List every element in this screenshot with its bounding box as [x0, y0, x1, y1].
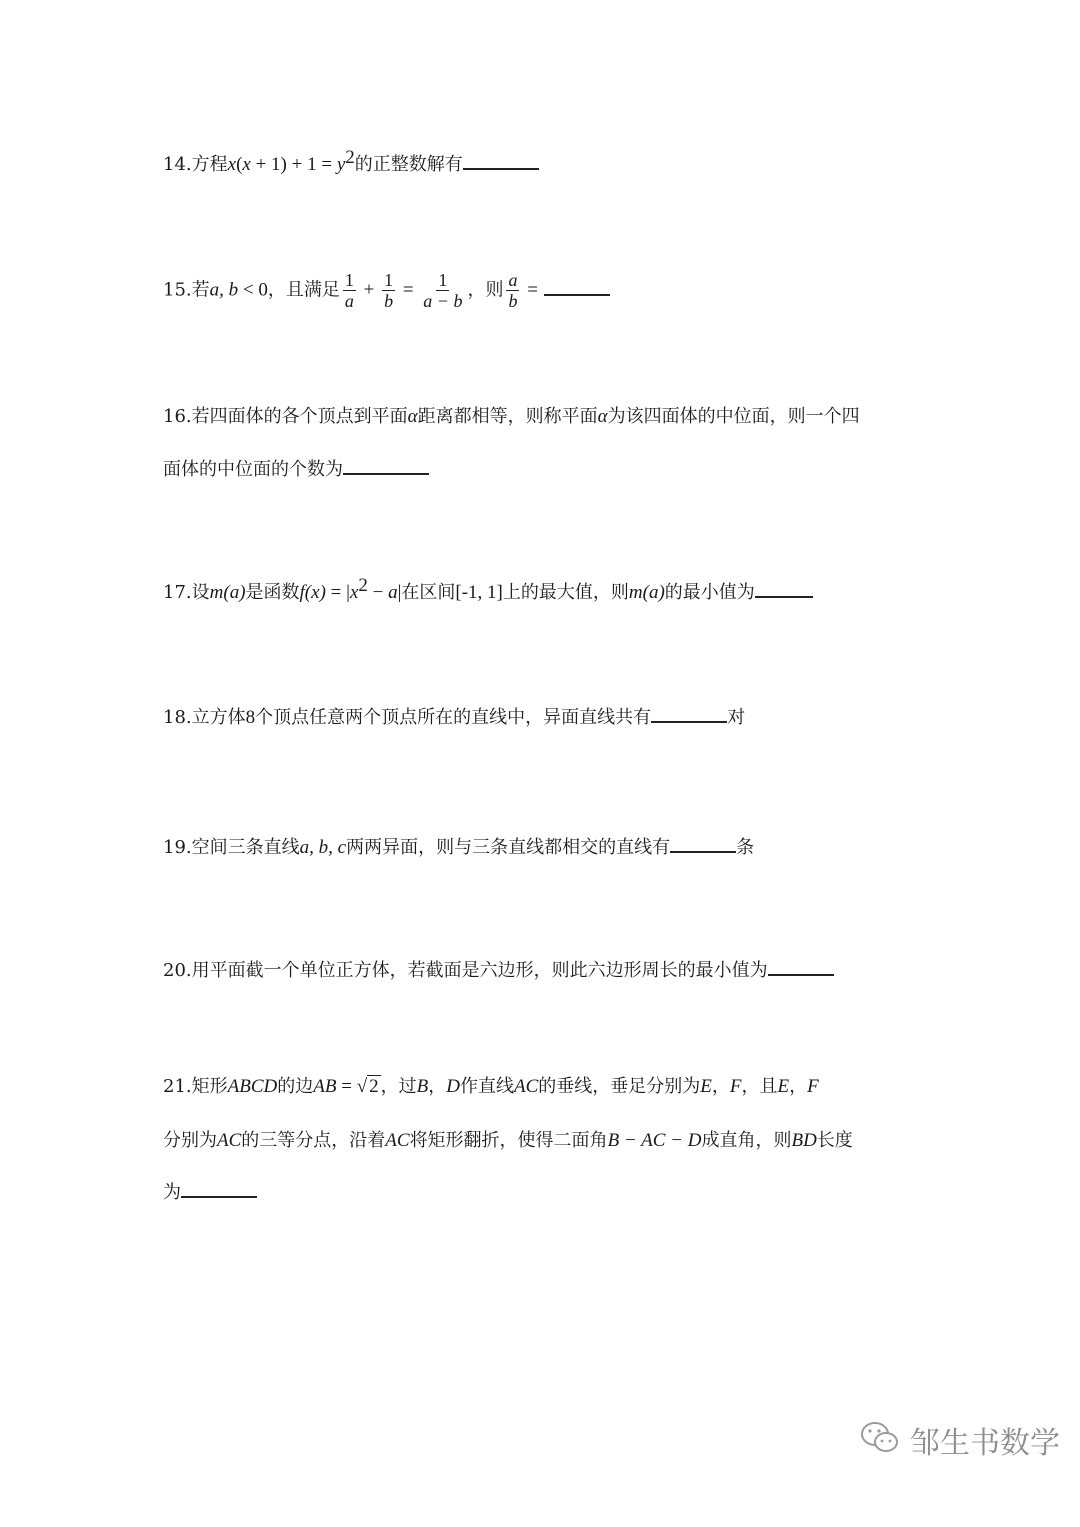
- watermark: [860, 1418, 1060, 1462]
- watermark-text: 邹生书数学: [910, 1426, 1060, 1461]
- question-21-line-2: 分别为AC的三等分点，沿着AC将矩形翻折，使得二面角B − AC − D成直角，则BD长度: [163, 1130, 853, 1151]
- question-18: 18.立方体8个顶点任意两个顶点所在的直线中，异面直线共有 对: [163, 703, 745, 731]
- question-16-line-2: 面体的中位面的个数为: [163, 455, 429, 483]
- answer-blank[interactable]: [181, 1178, 257, 1198]
- question-21-line-3: 为: [163, 1178, 257, 1206]
- answer-blank[interactable]: [651, 703, 727, 723]
- answer-blank[interactable]: [544, 276, 610, 296]
- fraction-1-over-b: $\frac{1}{b}$: [384, 270, 394, 311]
- answer-blank[interactable]: [463, 150, 539, 170]
- question-17: 17.设m(a)是函数$f(x) = |x^2 - a|$在区间[-1, 1]上的最大值，则m(a)的最小值为: [163, 573, 813, 606]
- question-15: 15.若a, b < 0，且满足 $\frac{1}{a}$ + $\frac{1}{b}$ = $\frac{1}{a - b}$ ，则 $\frac{a}{b}$ =: [163, 270, 610, 311]
- question-20: 20.用平面截一个单位正方体，若截面是六边形，则此六边形周长的最小值为: [163, 956, 834, 984]
- answer-blank[interactable]: [755, 578, 813, 598]
- answer-blank[interactable]: [768, 956, 834, 976]
- fraction-1-over-a-minus-b: $\frac{1}{a - b}$: [423, 270, 463, 311]
- question-19: 19.空间三条直线a, b, c两两异面，则与三条直线都相交的直线有 条: [163, 833, 754, 861]
- fraction-1-over-a: $\frac{1}{a}$: [344, 270, 354, 311]
- question-21: 21.矩形ABCD的边AB = √ 2 ，过B，D作直线AC的垂线，垂足分别为E，F，且E，F: [163, 1074, 819, 1100]
- answer-blank[interactable]: [670, 833, 736, 853]
- sqrt-symbol: √ 2: [356, 1076, 379, 1097]
- fraction-a-over-b: $\frac{a}{b}$: [508, 270, 518, 311]
- answer-blank[interactable]: [343, 455, 429, 475]
- question-16: 16.若四面体的各个顶点到平面α距离都相等，则称平面α为该四面体的中位面，则一个四: [163, 406, 860, 427]
- wechat-icon: [860, 1421, 900, 1459]
- question-14: 14.方程$x(x + 1) + 1 = y^2$的正整数解有: [163, 145, 539, 178]
